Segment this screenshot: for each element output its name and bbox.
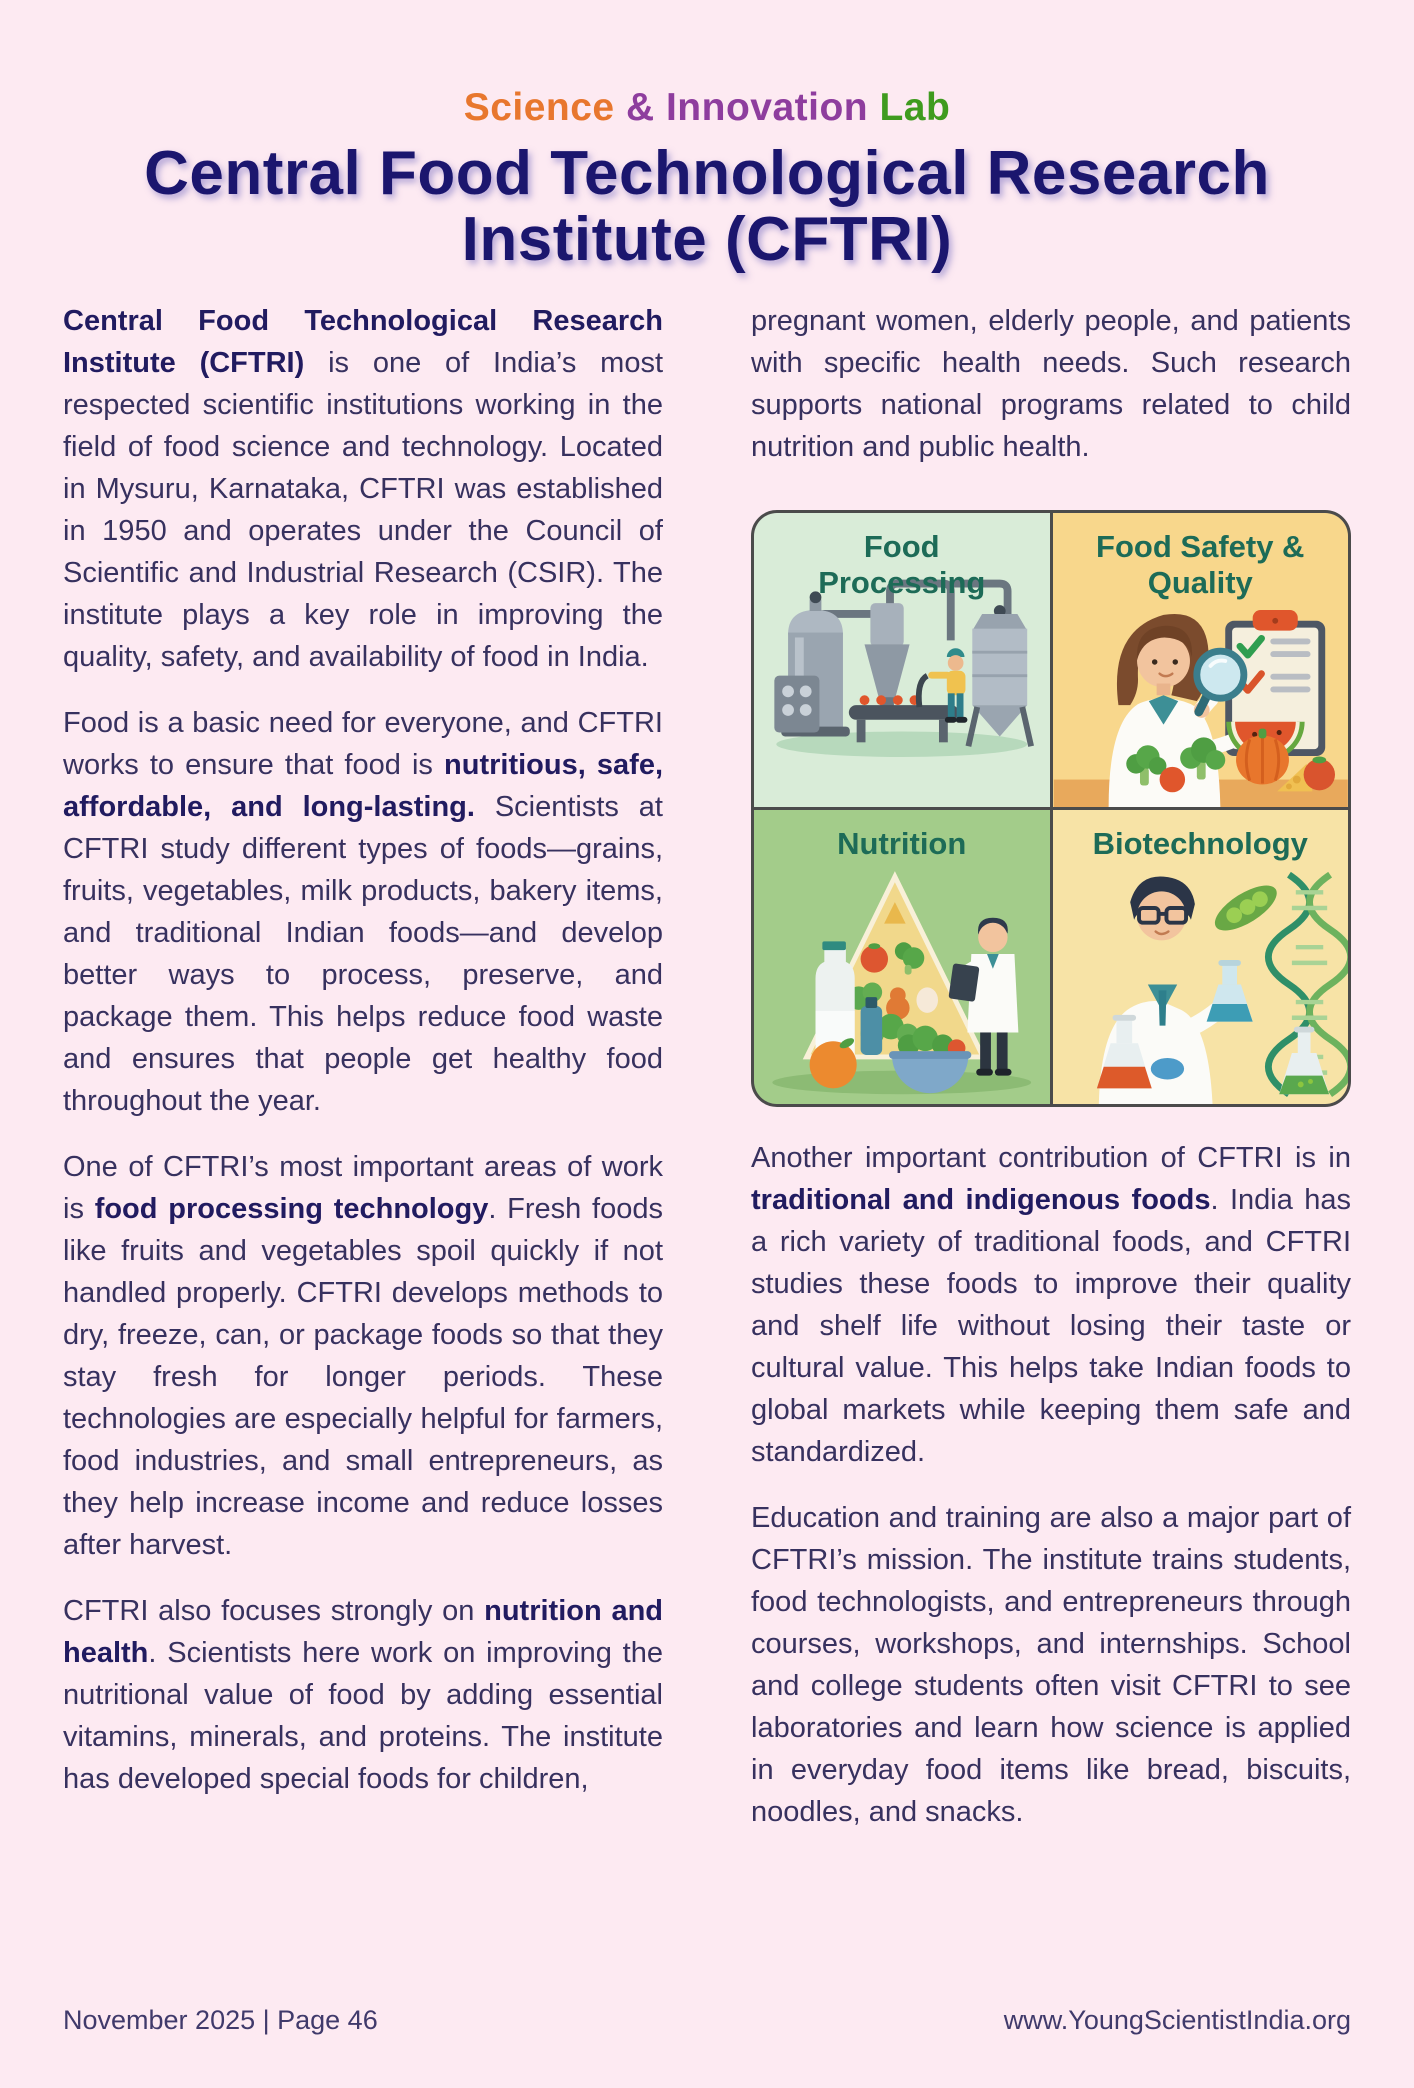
- paragraph: Food is a basic need for everyone, and CFTRI works to ensure that food is nutritious, safe, affordable, and long-lasting. Scientists at CFTRI study different types of foods—grains, fruits, vegetables, milk products, bakery items, and traditional Indian foods—and develop better ways to process, preserve, and package them. This helps reduce food waste and ensures that people get healthy food throughout the year.: [63, 707, 664, 1118]
- quadrant-title: Nutrition: [837, 826, 967, 862]
- right-column: [751, 300, 1351, 1833]
- kicker-segment: & Innovation: [625, 86, 880, 129]
- paragraph: One of CFTRI’s most important areas of work is food processing technology. Fresh foods like fruits and vegetables spoil quickly if not handled properly. CFTRI develops methods to dry, freeze, can, or package foods so that they stay fresh for longer periods. These technologies are especially helpful for farmers, food industries, and small entrepreneurs, as they help increase income and reduce losses after harvest.: [63, 1151, 663, 1562]
- page-title: [63, 141, 1351, 272]
- left-column: [63, 300, 663, 1800]
- right-column-top: [751, 300, 1351, 468]
- paragraph: Education and training are also a major part of CFTRI’s mission. The institute trains students, food technologists, and entrepreneurs through courses, workshops, and internships. School and college students often visit CFTRI to see laboratories and learn how science is applied in everyday food items like bread, biscuits, noodles, and snacks.: [751, 1502, 1351, 1829]
- section-kicker: [63, 88, 1351, 127]
- footer-issue-page: November 2025 | Page 46: [63, 2005, 378, 2035]
- paragraph: Another important contribution of CFTRI is in traditional and indigenous foods. India has a rich variety of traditional foods, and CFTRI studies these foods to improve their quality and shelf life without losing their taste or cultural value. This helps take Indian foods to global markets while keeping them safe and standardized.: [751, 1142, 1351, 1469]
- article-body: [63, 300, 1351, 1833]
- page-title-line1: Central Food Technological Research: [144, 139, 1270, 208]
- kicker-segment: Lab: [879, 86, 951, 129]
- footer-website: www.YoungScientistIndia.org: [1003, 2005, 1351, 2035]
- quadrant-title: Food Safety & Quality: [1096, 529, 1305, 601]
- paragraph: Central Food Technological Research Institute (CFTRI) is one of India’s most respected scientific institutions working in the field of food science and technology. Located in Mysuru, Karnataka, CFTRI was established in 1950 and operates under the Council of Scientific and Industrial Research (CSIR). The institute plays a key role in improving the quality, safety, and availability of food in India.: [63, 305, 664, 674]
- magazine-page: [0, 86, 1414, 2035]
- figure-quadrant-food-safety: [1053, 513, 1349, 807]
- paragraph: CFTRI also focuses strongly on nutrition and health. Scientists here work on improving the nutritional value of food by adding essential vitamins, minerals, and proteins. The institute has developed special foods for children,: [63, 1595, 663, 1796]
- figure-quadrant-food-processing: [754, 513, 1050, 807]
- figure-quadrant-nutrition: [754, 810, 1050, 1104]
- kicker-segment: Science: [463, 86, 626, 129]
- figure-quadrant-biotechnology: [1053, 810, 1349, 1104]
- quadrant-title: Biotechnology: [1092, 826, 1308, 862]
- page-title-line2: Institute (CFTRI): [461, 204, 953, 274]
- right-column-bottom: [751, 1137, 1351, 1833]
- page-footer: [63, 2005, 1351, 2036]
- paragraph: pregnant women, elderly people, and patients with specific health needs. Such research supports national programs related to child nutrition and public health.: [751, 305, 1351, 464]
- quadrant-title: Food Processing: [818, 529, 986, 601]
- cftri-infographic: [751, 510, 1351, 1107]
